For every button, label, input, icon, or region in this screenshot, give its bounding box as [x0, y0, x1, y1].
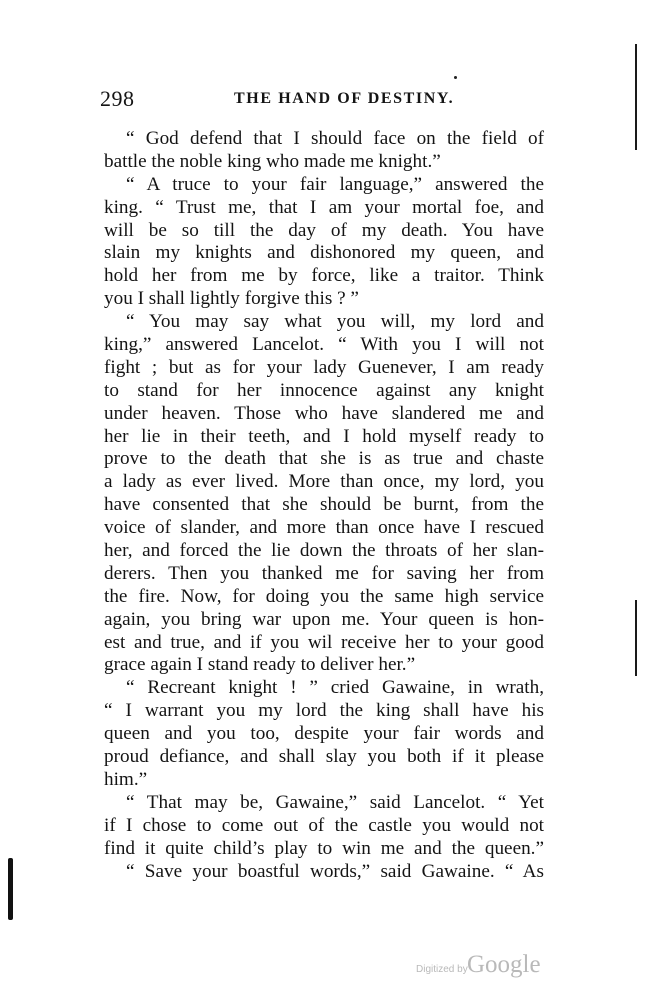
- scan-edge-line-lower: [635, 600, 637, 676]
- scan-edge-line: [635, 44, 637, 150]
- text-line: “ You may say what you will, my lord and: [126, 311, 544, 333]
- text-line: if I chose to come out of the castle you would not: [104, 814, 544, 836]
- body-text: [104, 128, 544, 883]
- text-line: under heaven. Those who have slandered me and: [104, 402, 544, 424]
- text-line: prove to the death that she is as true and chaste: [104, 448, 544, 470]
- scan-edge-mark: [8, 858, 13, 920]
- text-line: a lady as ever lived. More than once, my lord, you: [104, 471, 544, 493]
- text-line: proud defiance, and shall slay you both if it please: [104, 746, 544, 768]
- text-line: “ A truce to your fair language,” answered the: [126, 173, 544, 195]
- text-line: her lie in their teeth, and I hold myself ready to: [104, 425, 544, 447]
- text-line: “ Save your boastful words,” said Gawaine. “ As: [126, 860, 544, 882]
- text-line: him.”: [104, 768, 148, 790]
- page-number: 298: [100, 86, 135, 111]
- google-logo: Google: [467, 951, 541, 978]
- text-line: slain my knights and dishonored my queen, and: [104, 242, 544, 264]
- text-line: fight ; but as for your lady Guenever, I am ready: [104, 356, 544, 378]
- text-line: king,” answered Lancelot. “ With you I will not: [104, 334, 544, 356]
- text-line: find it quite child’s play to win me and the queen.”: [104, 837, 544, 859]
- text-line: “ I warrant you my lord the king shall have his: [104, 700, 544, 722]
- text-line: battle the noble king who made me knight.”: [104, 150, 441, 172]
- text-line: king. “ Trust me, that I am your mortal foe, and: [104, 196, 544, 218]
- text-line: grace again I stand ready to deliver her.”: [104, 654, 416, 676]
- text-line: voice of slander, and more than once have I rescued: [104, 517, 544, 539]
- text-line: queen and you too, despite your fair words and: [104, 723, 544, 745]
- text-line: “ That may be, Gawaine,” said Lancelot. “ Yet: [126, 791, 544, 813]
- text-line: have consented that she should be burnt, from the: [104, 494, 544, 516]
- page-header: [100, 86, 545, 112]
- text-line: will be so till the day of my death. You have: [104, 219, 544, 241]
- text-line: the fire. Now, for doing you the same high service: [104, 585, 544, 607]
- ink-speck: [454, 76, 457, 79]
- watermark-prefix: Digitized by: [416, 964, 468, 975]
- text-line: again, you bring war upon me. Your queen is hon-: [104, 608, 544, 630]
- running-title: THE HAND OF DESTINY.: [234, 90, 455, 107]
- text-line: her, and forced the lie down the throats of her slan-: [104, 540, 544, 562]
- text-line: “ God defend that I should face on the field of: [126, 128, 544, 149]
- text-line: “ Recreant knight ! ” cried Gawaine, in wrath,: [126, 677, 544, 699]
- digitized-watermark: [416, 951, 556, 985]
- text-line: derers. Then you thanked me for saving her from: [104, 562, 544, 584]
- text-line: est and true, and if you wil receive her to your good: [104, 631, 544, 653]
- text-line: hold her from me by force, like a traitor. Think: [104, 265, 544, 287]
- text-line: to stand for her innocence against any knight: [104, 379, 544, 401]
- text-line: you I shall lightly forgive this ? ”: [104, 288, 359, 310]
